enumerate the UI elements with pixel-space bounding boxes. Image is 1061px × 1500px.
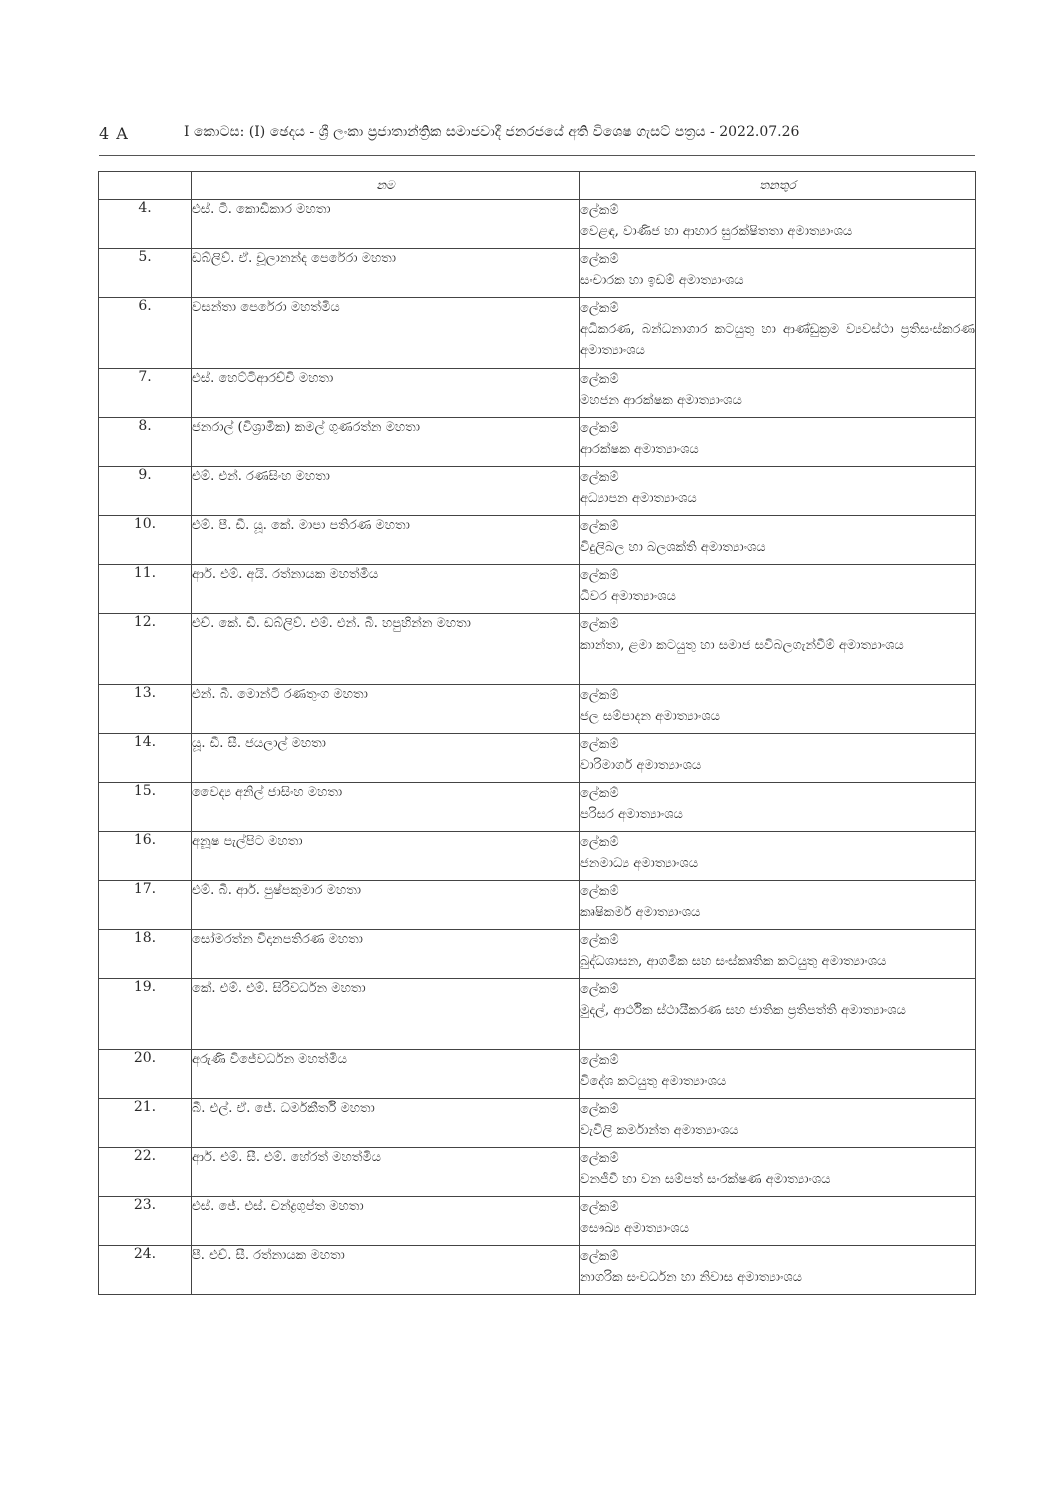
officer-name: එන්. බී. මොන්ටි රණතුංග මහතා [192, 685, 580, 734]
position-title: ලේකම් [580, 933, 619, 948]
position-title: ලේකම් [580, 372, 619, 387]
position-title: ලේකම් [580, 203, 619, 218]
officer-name: සෝමරත්න විදානපතිරණ මහතා [192, 930, 580, 979]
row-number: 10. [99, 516, 192, 565]
position-title: ලේකම් [580, 1200, 619, 1215]
table-row [99, 685, 976, 734]
table-row [99, 614, 976, 685]
officer-name: යූ. ඩී. සී. ජයලාල් මහතා [192, 734, 580, 783]
officer-position [580, 418, 976, 467]
ministry-name: ජනමාධ්‍ය අමාත්‍යාංශය [580, 856, 699, 871]
officer-position [580, 1050, 976, 1099]
ministry-name: කාන්තා, ළමා කටයුතු හා සමාජ සවිබලගැන්වීම් අමාත්‍යාංශය [580, 638, 904, 653]
table-header-row [99, 172, 976, 200]
table-row [99, 418, 976, 467]
position-title: ලේකම් [580, 519, 619, 534]
officer-name: කේ. එම්. එම්. සිරිවර්ධන මහතා [192, 979, 580, 1050]
table-row [99, 1099, 976, 1148]
ministry-name: පරිසර අමාත්‍යාංශය [580, 807, 683, 822]
officer-position [580, 832, 976, 881]
position-title: ලේකම් [580, 835, 619, 850]
row-number: 20. [99, 1050, 192, 1099]
ministry-name: කෘෂිකර්ම අමාත්‍යාංශය [580, 905, 701, 920]
row-number: 5. [99, 249, 192, 298]
row-number: 6. [99, 298, 192, 369]
officer-name: ආර්. එම්. සී. එම්. හේරත් මහත්මිය [192, 1148, 580, 1197]
row-number: 13. [99, 685, 192, 734]
table-row [99, 467, 976, 516]
row-number: 18. [99, 930, 192, 979]
officer-name: එම්. එන්. රණසිංහ මහතා [192, 467, 580, 516]
position-title: ලේකම් [580, 1053, 619, 1068]
position-title: ලේකම් [580, 1102, 619, 1117]
officer-position [580, 1099, 976, 1148]
table-row [99, 249, 976, 298]
officer-name: බී. එල්. ඒ. ජේ. ධර්මකීර්ති මහතා [192, 1099, 580, 1148]
table-row [99, 200, 976, 249]
officer-name: එම්. බී. ආර්. පුෂ්පකුමාර මහතා [192, 881, 580, 930]
position-title: ලේකම් [580, 982, 619, 997]
position-title: ලේකම් [580, 421, 619, 436]
officer-name: පී. එච්. සී. රත්නායක මහතා [192, 1246, 580, 1295]
officer-position [580, 614, 976, 685]
row-number: 22. [99, 1148, 192, 1197]
officer-position [580, 369, 976, 418]
table-row [99, 734, 976, 783]
ministry-name: සෞඛ්‍ය අමාත්‍යාංශය [580, 1221, 689, 1236]
page-number: 4 A [99, 124, 129, 143]
position-title: ලේකම් [580, 1151, 619, 1166]
officer-name: අරුණි විජේවර්ධන මහත්මිය [192, 1050, 580, 1099]
officer-position [580, 1148, 976, 1197]
position-title: ලේකම් [580, 1249, 619, 1264]
officer-name: ඩබ්ලිව්. ඒ. චූලානන්ද පෙරේරා මහතා [192, 249, 580, 298]
officer-position [580, 685, 976, 734]
officer-name: එස්. ටී. කොඩිකාර මහතා [192, 200, 580, 249]
officer-position [580, 881, 976, 930]
row-number: 12. [99, 614, 192, 685]
officer-position [580, 1246, 976, 1295]
row-number: 7. [99, 369, 192, 418]
column-header-name: නම [192, 172, 580, 200]
officer-position [580, 565, 976, 614]
officer-position [580, 1197, 976, 1246]
table-row [99, 832, 976, 881]
officer-name: එස්. ජේ. එස්. චන්ද්‍රගුප්ත මහතා [192, 1197, 580, 1246]
ministry-name: විදේශ කටයුතු අමාත්‍යාංශය [580, 1074, 727, 1089]
ministry-name: ධීවර අමාත්‍යාංශය [580, 589, 676, 604]
table-row [99, 565, 976, 614]
ministry-name: වනජීවී හා වන සම්පත් සංරක්ෂණ අමාත්‍යාංශය [580, 1172, 831, 1187]
position-title: ලේකම් [580, 252, 619, 267]
position-title: ලේකම් [580, 301, 619, 316]
ministry-name: විදුලිබල හා බලශක්ති අමාත්‍යාංශය [580, 540, 766, 555]
officer-name: වසන්තා පෙරේරා මහත්මිය [192, 298, 580, 369]
officer-position [580, 467, 976, 516]
gazette-header-title: I කොටස: (I) ඡෙදය - ශ්‍රී ලංකා ප්‍රජාතාන්ත්‍රික සමාජවාදී ජනරජයේ අති විශෙෂ ගැසට් පත්‍රය - 2022.07.26 [184, 124, 800, 140]
officer-position [580, 516, 976, 565]
ministry-name: මුදල්, ආර්ථික ස්ථායීකරණ සහ ජාතික ප්‍රතිපත්ති අමාත්‍යාංශය [580, 1003, 906, 1018]
table-row [99, 1050, 976, 1099]
row-number: 9. [99, 467, 192, 516]
table-row [99, 1148, 976, 1197]
ministry-name: අධ්‍යාපන අමාත්‍යාංශය [580, 491, 697, 506]
officer-position [580, 734, 976, 783]
row-number: 21. [99, 1099, 192, 1148]
row-number: 4. [99, 200, 192, 249]
table-row [99, 1246, 976, 1295]
secretaries-table [98, 171, 976, 1295]
row-number: 16. [99, 832, 192, 881]
ministry-name: වැවිලි කර්මාන්ත අමාත්‍යාංශය [580, 1123, 739, 1138]
position-title: ලේකම් [580, 470, 619, 485]
header-divider [99, 155, 975, 156]
table-row [99, 930, 976, 979]
officer-position [580, 979, 976, 1050]
table-body [99, 200, 976, 1295]
position-title: ලේකම් [580, 617, 619, 632]
row-number: 17. [99, 881, 192, 930]
column-header-position: තනතුර [580, 172, 976, 200]
column-header-number [99, 172, 192, 200]
officer-name: එම්. පී. ඩී. යූ. කේ. මාපා පතිරණ මහතා [192, 516, 580, 565]
officer-name: ආර්. එම්. අයි. රත්නායක මහත්මිය [192, 565, 580, 614]
ministry-name: මහජන ආරක්ෂක අමාත්‍යාංශය [580, 393, 742, 408]
officer-position [580, 200, 976, 249]
ministry-name: අධිකරණ, බන්ධනාගාර කටයුතු හා ආණ්ඩුක්‍රම ව්‍යවස්ථා ප්‍රතිසංස්කරණ අමාත්‍යාංශය [580, 322, 975, 358]
ministry-name: වාරිමාර්ග අමාත්‍යාංශය [580, 758, 702, 773]
officer-name: ජනරාල් (විශ්‍රාමික) කමල් ගුණරත්න මහතා [192, 418, 580, 467]
officer-name: වෛද්‍ය අනිල් ජාසිංහ මහතා [192, 783, 580, 832]
table-row [99, 881, 976, 930]
row-number: 23. [99, 1197, 192, 1246]
table-row [99, 298, 976, 369]
ministry-name: නාගරික සංවර්ධන හා නිවාස අමාත්‍යාංශය [580, 1270, 803, 1285]
table-row [99, 783, 976, 832]
ministry-name: ජල සම්පාදන අමාත්‍යාංශය [580, 709, 720, 724]
table-row [99, 979, 976, 1050]
ministry-name: බුද්ධශාසන, ආගමික සහ සංස්කෘතික කටයුතු අමාත්‍යාංශය [580, 954, 887, 969]
officer-position [580, 930, 976, 979]
position-title: ලේකම් [580, 688, 619, 703]
ministry-name: වෙළඳ, වාණිජ හා ආහාර සුරක්ෂිතතා අමාත්‍යාංශය [580, 224, 853, 239]
row-number: 24. [99, 1246, 192, 1295]
position-title: ලේකම් [580, 884, 619, 899]
position-title: ලේකම් [580, 786, 619, 801]
row-number: 19. [99, 979, 192, 1050]
position-title: ලේකම් [580, 737, 619, 752]
position-title: ලේකම් [580, 568, 619, 583]
officer-name: එස්. හෙට්ටිආරච්චි මහතා [192, 369, 580, 418]
ministry-name: ආරක්ෂක අමාත්‍යාංශය [580, 442, 699, 457]
table-row [99, 369, 976, 418]
row-number: 14. [99, 734, 192, 783]
officer-position [580, 249, 976, 298]
ministry-name: සංචාරක හා ඉඩම් අමාත්‍යාංශය [580, 273, 744, 288]
table-row [99, 1197, 976, 1246]
page-header [99, 124, 975, 152]
officer-position [580, 298, 976, 369]
row-number: 11. [99, 565, 192, 614]
table-row [99, 516, 976, 565]
row-number: 8. [99, 418, 192, 467]
officer-name: අනූෂ පැල්පිට මහතා [192, 832, 580, 881]
row-number: 15. [99, 783, 192, 832]
officer-name: එච්. කේ. ඩී. ඩබ්ලිව්. එම්. එන්. බී. හපුහින්න මහතා [192, 614, 580, 685]
officer-position [580, 783, 976, 832]
